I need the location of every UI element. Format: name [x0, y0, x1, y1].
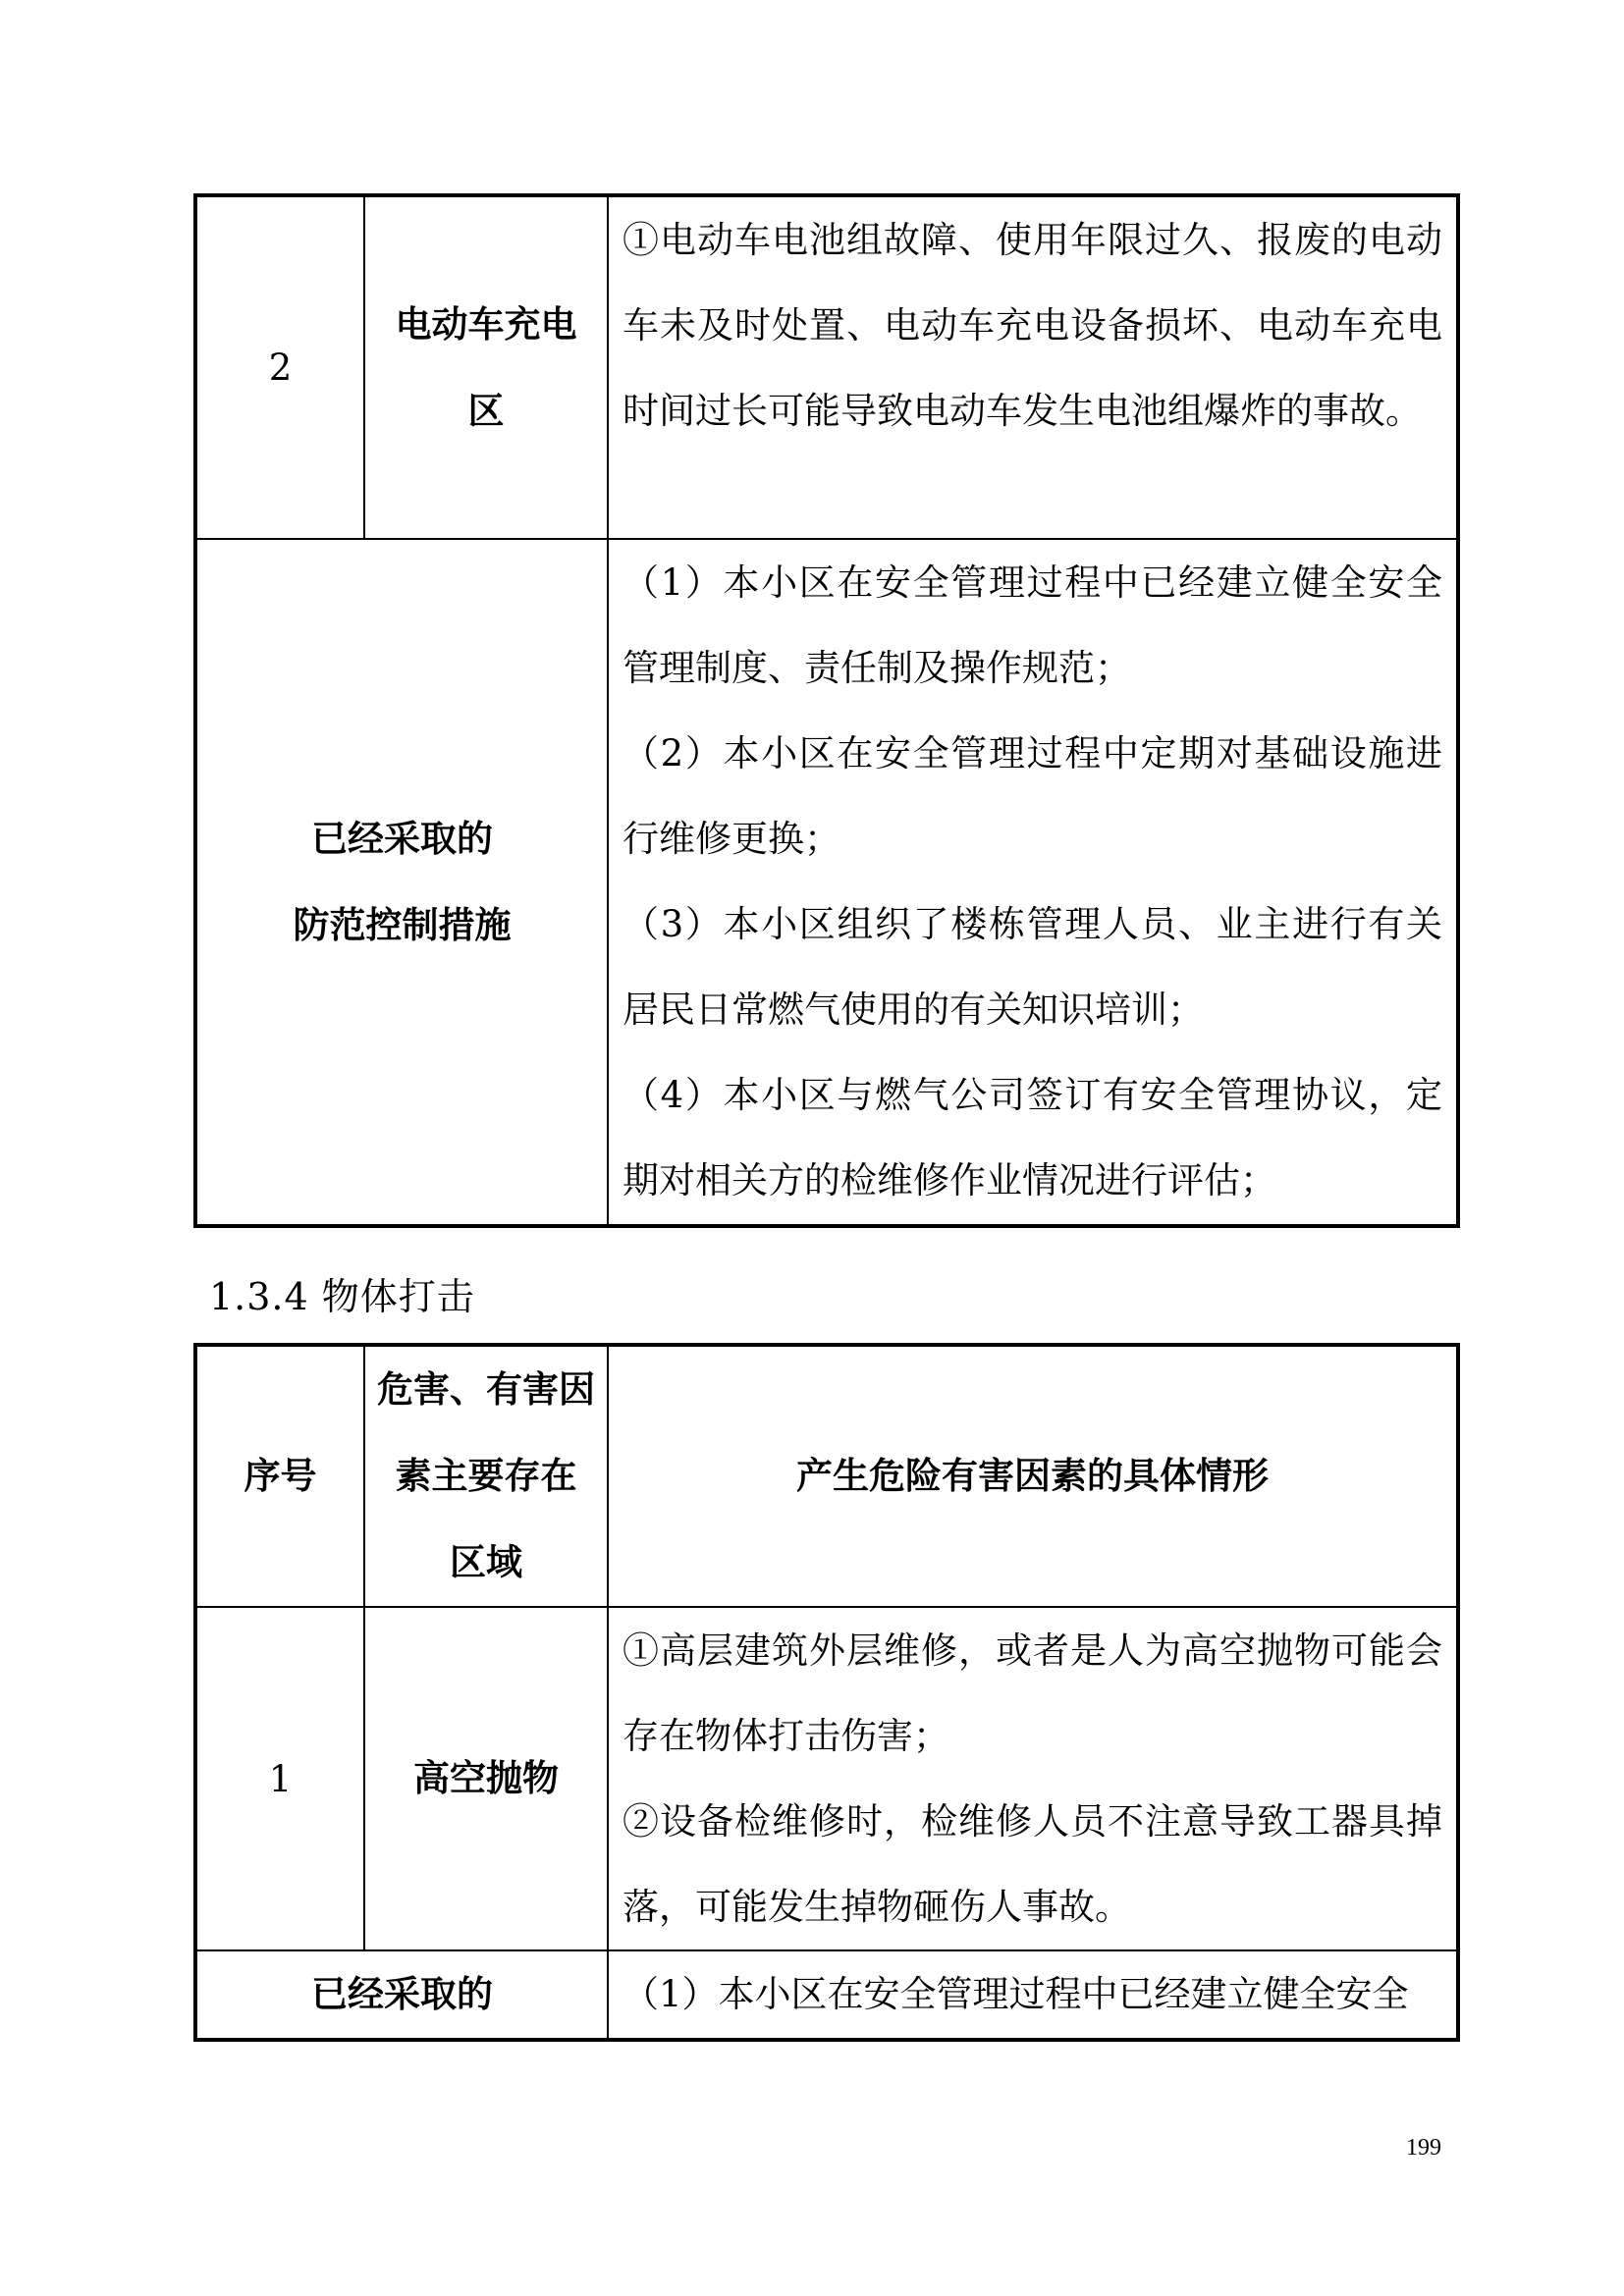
header-area-line: 区域 — [450, 1541, 522, 1583]
hazard-description — [608, 1607, 1458, 1950]
hazard-area — [364, 195, 608, 539]
description-item: ②设备检维修时，检维修人员不注意导致工器具掉落，可能发生掉物砸伤人事故。 — [623, 1800, 1442, 1928]
table-row — [195, 1607, 1458, 1950]
header-area-line: 危害、有害因 — [377, 1368, 595, 1411]
hazard-table-continued — [193, 193, 1460, 1228]
hazard-area: 高空抛物 — [364, 1607, 608, 1950]
hazard-area-line: 电动车充电 — [395, 302, 577, 346]
header-area-line: 素主要存在 — [395, 1455, 577, 1497]
row-number: 2 — [195, 195, 364, 539]
measure-item: （1）本小区在安全管理过程中已经建立健全安全 — [623, 1973, 1409, 2015]
measures-list — [608, 1950, 1458, 2040]
header-number: 序号 — [195, 1345, 364, 1607]
measure-item: （3）本小区组织了楼栋管理人员、业主进行有关居民日常燃气使用的有关知识培训； — [623, 903, 1442, 1031]
measures-row — [195, 1950, 1458, 2040]
table-header-row — [195, 1345, 1458, 1607]
measures-row — [195, 539, 1458, 1226]
description-text: ①电动车电池组故障、使用年限过久、报废的电动车未及时处置、电动车充电设备损坏、电动车充电时间过长可能导致电动车发生电池组爆炸的事故。 — [623, 219, 1442, 432]
row-number: 1 — [195, 1607, 364, 1950]
measures-label-line: 已经采取的 — [311, 817, 493, 860]
header-area — [364, 1345, 608, 1607]
description-item: ①高层建筑外层维修，或者是人为高空抛物可能会存在物体打击伤害； — [623, 1629, 1442, 1757]
hazard-table — [193, 1343, 1460, 2042]
measures-label: 已经采取的 — [195, 1950, 608, 2040]
measures-label-line: 防范控制措施 — [293, 903, 512, 946]
hazard-area-line: 区 — [467, 389, 505, 432]
hazard-description — [608, 195, 1458, 539]
table-row — [195, 195, 1458, 539]
measures-label — [195, 539, 608, 1226]
header-description: 产生危险有害因素的具体情形 — [608, 1345, 1458, 1607]
page-number: 199 — [1406, 2135, 1441, 2161]
section-heading: 1.3.4 物体打击 — [209, 1275, 475, 1318]
measure-item: （1）本小区在安全管理过程中已经建立健全安全管理制度、责任制及操作规范； — [623, 561, 1442, 689]
measure-item: （2）本小区在安全管理过程中定期对基础设施进行维修更换； — [623, 732, 1442, 860]
measure-item: （4）本小区与燃气公司签订有安全管理协议，定期对相关方的检维修作业情况进行评估； — [623, 1074, 1442, 1201]
measures-list — [608, 539, 1458, 1226]
